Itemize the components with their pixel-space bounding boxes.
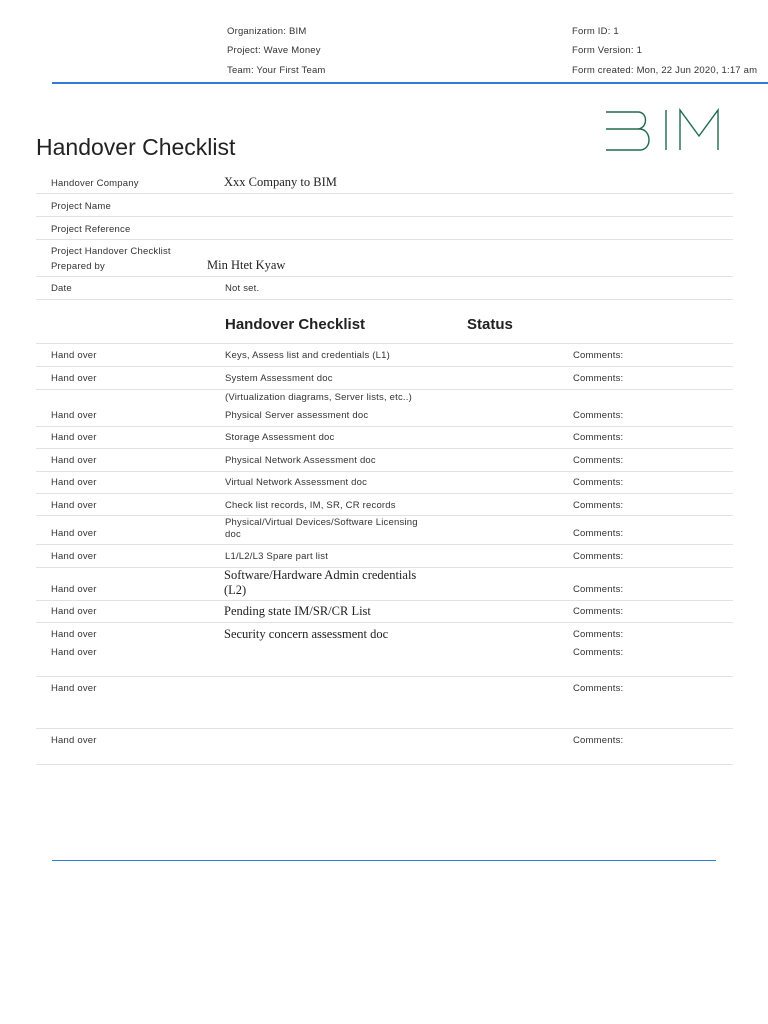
- row-comments: Comments:: [573, 455, 624, 466]
- row-item: Pending state IM/SR/CR List: [224, 604, 371, 618]
- info-label-project-reference: Project Reference: [51, 224, 131, 235]
- info-label-project-name: Project Name: [51, 201, 111, 212]
- row-note: (Virtualization diagrams, Server lists, etc..): [225, 392, 412, 403]
- divider: [36, 239, 733, 240]
- row-item: Keys, Assess list and credentials (L1): [225, 350, 390, 361]
- header-form-created: Form created: Mon, 22 Jun 2020, 1:17 am: [572, 65, 758, 76]
- row-item-line2: doc: [225, 529, 241, 540]
- row-type: Hand over: [51, 647, 97, 658]
- page-title: Handover Checklist: [36, 134, 236, 160]
- row-comments: Comments:: [573, 432, 624, 443]
- divider: [36, 366, 733, 367]
- bim-logo: [604, 106, 722, 154]
- row-comments: Comments:: [573, 477, 624, 488]
- row-comments: Comments:: [573, 500, 624, 511]
- divider: [36, 389, 733, 390]
- logo-text: BIM: [604, 106, 606, 107]
- row-type: Hand over: [51, 432, 97, 443]
- info-label-date: Date: [51, 283, 72, 294]
- row-comments: Comments:: [573, 606, 624, 617]
- row-type: Hand over: [51, 629, 97, 640]
- row-item: Virtual Network Assessment doc: [225, 477, 368, 488]
- row-item-line1: Software/Hardware Admin credentials: [224, 568, 417, 582]
- info-label-prepared-by-line1: Project Handover Checklist: [51, 246, 171, 257]
- row-item: Physical Server assessment doc: [225, 410, 369, 421]
- row-type: Hand over: [51, 455, 97, 466]
- divider: [36, 276, 733, 277]
- divider: [36, 515, 733, 516]
- row-item-line2: (L2): [224, 583, 247, 597]
- row-type: Hand over: [51, 350, 97, 361]
- row-item: Check list records, IM, SR, CR records: [225, 500, 396, 511]
- row-type: Hand over: [51, 373, 97, 384]
- row-comments: Comments:: [573, 735, 624, 746]
- header-team: Team: Your First Team: [227, 65, 326, 76]
- divider: [36, 493, 733, 494]
- header-form-id: Form ID: 1: [572, 26, 619, 37]
- divider: [36, 622, 733, 623]
- divider: [36, 544, 733, 545]
- header-divider: [52, 82, 768, 84]
- row-item: System Assessment doc: [225, 373, 333, 384]
- info-value-date: Not set.: [225, 283, 260, 294]
- row-comments: Comments:: [573, 350, 624, 361]
- divider: [36, 193, 733, 194]
- divider: [36, 471, 733, 472]
- row-item: L1/L2/L3 Spare part list: [225, 551, 329, 562]
- row-item: Physical Network Assessment doc: [225, 455, 376, 466]
- row-type: Hand over: [51, 410, 97, 421]
- section-heading: Handover Checklist: [225, 316, 366, 333]
- divider: [36, 676, 733, 677]
- row-comments: Comments:: [573, 629, 624, 640]
- row-type: Hand over: [51, 735, 97, 746]
- row-type: Hand over: [51, 500, 97, 511]
- info-value-prepared-by: Min Htet Kyaw: [207, 258, 286, 272]
- row-item-line1: Physical/Virtual Devices/Software Licensing: [225, 517, 418, 528]
- row-comments: Comments:: [573, 373, 624, 384]
- info-label-prepared-by-line2: Prepared by: [51, 261, 105, 272]
- divider: [36, 343, 733, 344]
- row-comments: Comments:: [573, 683, 624, 694]
- header-project: Project: Wave Money: [227, 45, 321, 56]
- footer-divider: [52, 860, 716, 861]
- header-form-version: Form Version: 1: [572, 45, 643, 56]
- row-comments: Comments:: [573, 647, 624, 658]
- divider: [36, 299, 733, 300]
- divider: [36, 426, 733, 427]
- info-label-handover-company: Handover Company: [51, 178, 139, 189]
- divider: [36, 448, 733, 449]
- row-type: Hand over: [51, 551, 97, 562]
- section-status-heading: Status: [467, 316, 513, 333]
- info-value-handover-company: Xxx Company to BIM: [224, 175, 337, 189]
- row-type: Hand over: [51, 683, 97, 694]
- header-organization: Organization: BIM: [227, 26, 307, 37]
- row-comments: Comments:: [573, 551, 624, 562]
- divider: [36, 216, 733, 217]
- divider: [36, 728, 733, 729]
- row-comments: Comments:: [573, 584, 624, 595]
- row-type: Hand over: [51, 606, 97, 617]
- row-comments: Comments:: [573, 528, 624, 539]
- row-type: Hand over: [51, 584, 97, 595]
- row-comments: Comments:: [573, 410, 624, 421]
- row-item: Security concern assessment doc: [224, 627, 389, 641]
- divider: [36, 600, 733, 601]
- row-type: Hand over: [51, 477, 97, 488]
- row-item: Storage Assessment doc: [225, 432, 335, 443]
- divider: [36, 764, 733, 765]
- row-type: Hand over: [51, 528, 97, 539]
